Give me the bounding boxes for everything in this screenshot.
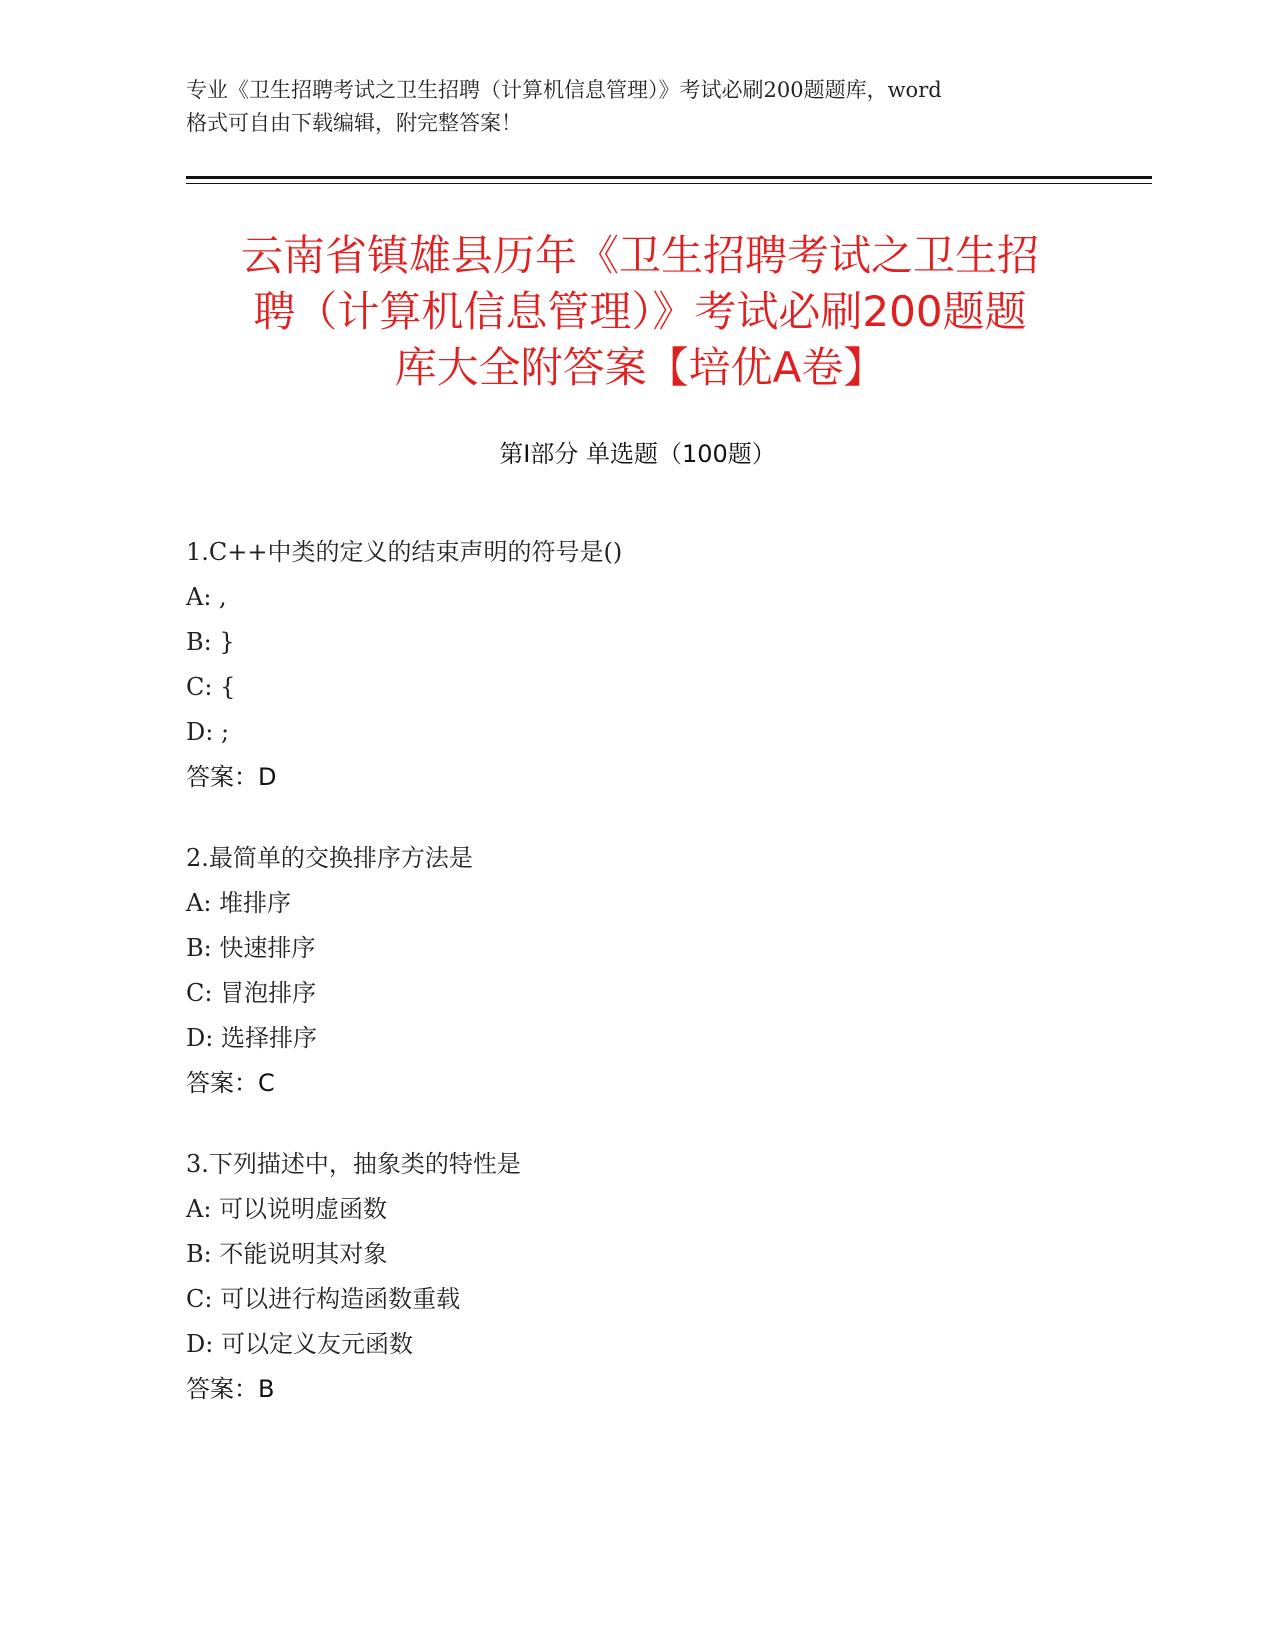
option-b: B: } xyxy=(186,628,235,656)
question-stem: 3.下列描述中，抽象类的特性是 xyxy=(186,1150,521,1178)
option-d: D: ; xyxy=(186,718,230,746)
answer: 答案：B xyxy=(186,1375,275,1403)
divider-thin xyxy=(186,183,1152,184)
answer: 答案：C xyxy=(186,1069,275,1097)
section-title: 第Ⅰ部分 单选题（100题） xyxy=(499,440,776,468)
option-a: A: , xyxy=(186,583,227,611)
question-list xyxy=(186,530,1146,1448)
question-stem: 2.最简单的交换排序方法是 xyxy=(186,844,473,872)
title-line-2: 聘（计算机信息管理）》考试必刷200题题 xyxy=(253,287,1027,336)
question-2 xyxy=(186,836,1146,1106)
option-d: D: 可以定义友元函数 xyxy=(186,1330,413,1358)
option-c: C: 可以进行构造函数重载 xyxy=(186,1285,461,1313)
option-d: D: 选择排序 xyxy=(186,1024,317,1052)
title-line-3: 库大全附答案【培优A卷】 xyxy=(394,343,886,392)
divider-thick xyxy=(186,176,1152,179)
header-note xyxy=(186,74,1086,140)
question-1 xyxy=(186,530,1146,800)
header-note-line-2: 格式可自由下载编辑，附完整答案！ xyxy=(186,111,522,135)
option-c: C: { xyxy=(186,673,236,701)
option-a: A: 可以说明虚函数 xyxy=(186,1195,388,1223)
title-line-1: 云南省镇雄县历年《卫生招聘考试之卫生招 xyxy=(240,231,1039,280)
option-a: A: 堆排序 xyxy=(186,889,292,917)
option-b: B: 不能说明其对象 xyxy=(186,1240,388,1268)
document-title xyxy=(190,228,1090,396)
header-note-line-1: 专业《卫生招聘考试之卫生招聘（计算机信息管理）》考试必刷200题题库，word xyxy=(186,78,942,102)
question-stem: 1.C++中类的定义的结束声明的符号是() xyxy=(186,538,623,566)
option-b: B: 快速排序 xyxy=(186,934,316,962)
option-c: C: 冒泡排序 xyxy=(186,979,317,1007)
answer: 答案：D xyxy=(186,763,277,791)
question-3 xyxy=(186,1142,1146,1412)
